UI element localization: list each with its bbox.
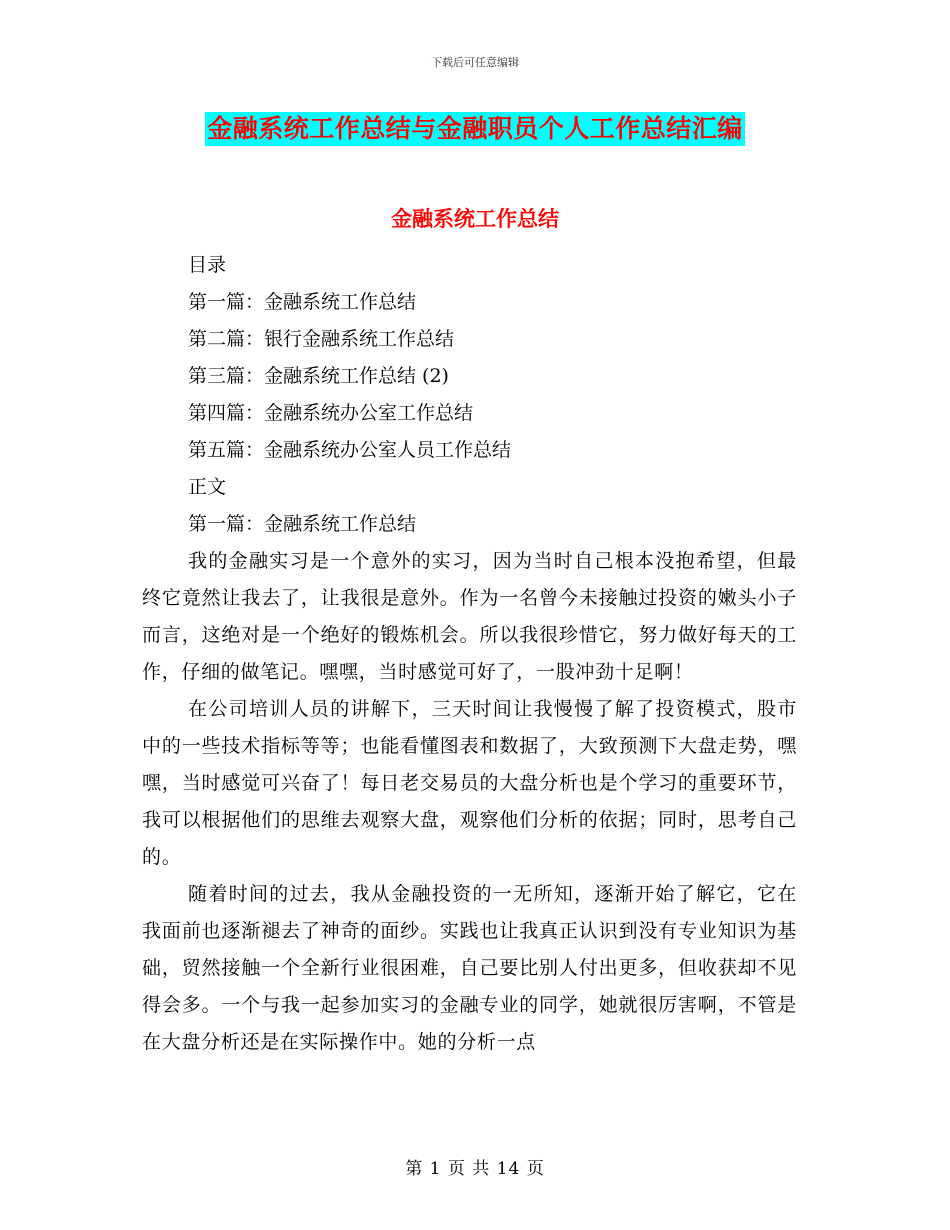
paragraph: 在公司培训人员的讲解下，三天时间让我慢慢了解了投资模式，股市中的一些技术指标等等；也能看懂图表和数据了，大致预测下大盘走势，嘿嘿，当时感觉可兴奋了！每日老交易员的大盘分析也是个学习的重要环节，我可以根据他们的思维去观察大盘，观察他们分析的依据；同时，思考自己的。 <box>142 698 797 868</box>
toc-item: 第五篇：金融系统办公室人员工作总结 <box>188 439 512 461</box>
body-text <box>142 543 797 1061</box>
chapter-heading: 第一篇：金融系统工作总结 <box>188 513 417 535</box>
toc-heading: 目录 <box>188 254 227 276</box>
toc-item: 第四篇：金融系统办公室工作总结 <box>188 402 474 424</box>
toc-item: 第三篇：金融系统工作总结 (2) <box>188 365 449 387</box>
toc-item: 第二篇：银行金融系统工作总结 <box>188 328 455 350</box>
body-label: 正文 <box>188 476 227 498</box>
table-of-contents <box>188 247 511 543</box>
main-title-container <box>0 112 950 146</box>
page-footer: 第 1 页 共 14 页 <box>405 1159 545 1179</box>
header-note: 下载后可任意编辑 <box>431 56 519 69</box>
paragraph: 我的金融实习是一个意外的实习，因为当时自己根本没抱希望，但最终它竟然让我去了，让我很是意外。作为一名曾今未接触过投资的嫩头小子而言，这绝对是一个绝好的锻炼机会。所以我很珍惜它，努力做好每天的工作，仔细的做笔记。嘿嘿，当时感觉可好了，一股冲劲十足啊！ <box>142 550 797 683</box>
section-title: 金融系统工作总结 <box>391 207 559 231</box>
toc-item: 第一篇：金融系统工作总结 <box>188 291 417 313</box>
paragraph: 随着时间的过去，我从金融投资的一无所知，逐渐开始了解它，它在我面前也逐渐褪去了神奇的面纱。实践也让我真正认识到没有专业知识为基础，贸然接触一个全新行业很困难，自己要比别人付出更多，但收获却不见得会多。一个与我一起参加实习的金融专业的同学，她就很厉害啊，不管是在大盘分析还是在实际操作中。她的分析一点 <box>142 883 797 1053</box>
main-title: 金融系统工作总结与金融职员个人工作总结汇编 <box>205 112 745 146</box>
